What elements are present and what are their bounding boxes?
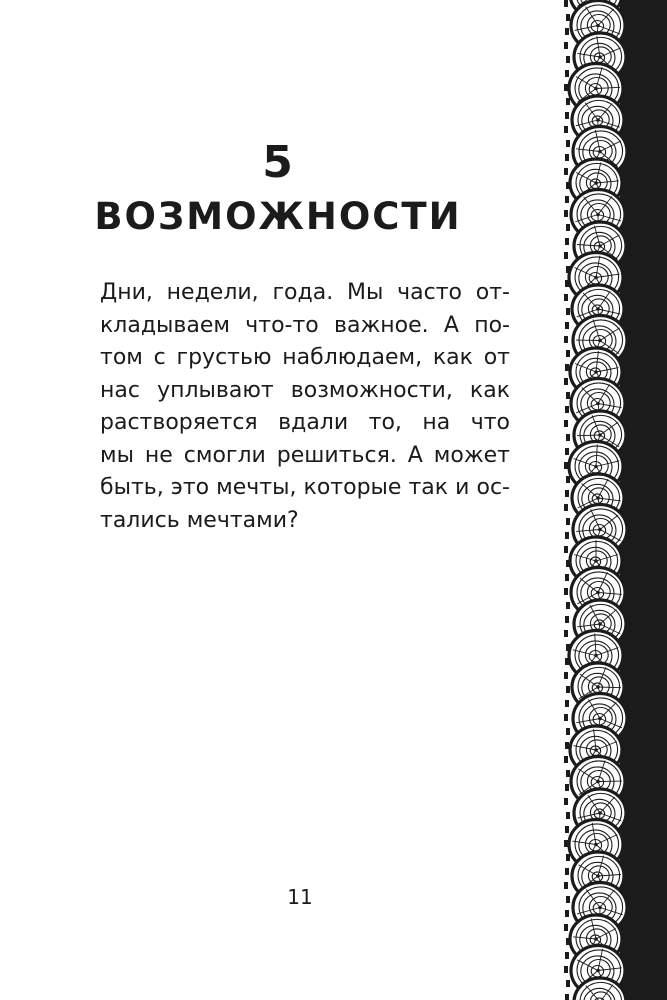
paragraph-line: том с грустью наблюдаем, как от — [100, 345, 510, 370]
paragraph-line: Дни, недели, года. Мы часто от- — [100, 280, 510, 305]
paragraph-line: нас уплывают возможности, как — [100, 377, 510, 403]
border-edge-mark — [565, 910, 569, 917]
border-edge-mark — [564, 0, 568, 7]
border-edge-mark — [564, 504, 568, 511]
border-edge-mark — [564, 84, 568, 91]
border-edge-mark — [565, 490, 569, 497]
border-edge-mark — [565, 280, 569, 287]
border-edge-mark — [565, 700, 569, 707]
border-edge-mark — [564, 966, 568, 973]
border-edge-mark — [565, 742, 569, 749]
border-edge-mark — [566, 644, 570, 651]
border-edge-mark — [565, 406, 569, 413]
border-edge-mark — [566, 434, 570, 441]
border-edge-mark — [566, 392, 570, 399]
border-edge-mark — [566, 560, 570, 567]
border-edge-mark — [565, 322, 569, 329]
border-edge-mark — [564, 336, 568, 343]
log-slices-border — [540, 0, 667, 1000]
border-edge-mark — [565, 994, 569, 1000]
border-edge-mark — [566, 14, 570, 21]
border-edge-mark — [565, 952, 569, 959]
border-edge-mark — [565, 868, 569, 875]
border-edge-mark — [564, 882, 568, 889]
border-edge-mark — [565, 574, 569, 581]
border-edge-mark — [565, 826, 569, 833]
border-edge-mark — [565, 196, 569, 203]
paragraph-line: быть, это мечты, которые так и ос- — [100, 475, 510, 500]
border-edge-mark — [564, 252, 568, 259]
border-edge-mark — [565, 616, 569, 623]
border-edge-mark — [565, 28, 569, 35]
border-edge-mark — [564, 714, 568, 721]
border-edge-mark — [566, 98, 570, 105]
chapter-number: 5 — [262, 137, 294, 188]
border-edge-mark — [566, 476, 570, 483]
border-edge-mark — [566, 140, 570, 147]
border-edge-mark — [564, 546, 568, 553]
border-edge-mark — [564, 588, 568, 595]
border-edge-mark — [564, 462, 568, 469]
border-edge-mark — [564, 378, 568, 385]
border-edge-mark — [566, 980, 570, 987]
border-edge-mark — [564, 294, 568, 301]
border-edge-mark — [566, 728, 570, 735]
border-edge-mark — [565, 154, 569, 161]
border-edge-mark — [564, 756, 568, 763]
chapter-title: ВОЗМОЖНОСТИ — [94, 195, 462, 238]
border-edge-mark — [566, 854, 570, 861]
border-edge-mark — [565, 238, 569, 245]
border-edge-mark — [566, 224, 570, 231]
border-edge-mark — [566, 812, 570, 819]
border-edge-mark — [566, 182, 570, 189]
border-edge-mark — [566, 602, 570, 609]
border-edge-mark — [565, 364, 569, 371]
border-edge-mark — [564, 672, 568, 679]
border-edge-mark — [564, 924, 568, 931]
border-edge-mark — [565, 70, 569, 77]
border-edge-mark — [565, 448, 569, 455]
border-edge-mark — [566, 350, 570, 357]
border-edge-mark — [565, 112, 569, 119]
paragraph-line: кладываем что-то важное. А по- — [100, 312, 510, 338]
border-edge-mark — [566, 518, 570, 525]
border-edge-mark — [566, 896, 570, 903]
border-edge-mark — [566, 308, 570, 315]
body-paragraph — [100, 277, 510, 537]
border-edge-mark — [565, 532, 569, 539]
paragraph-line: растворяется вдали то, на что — [100, 410, 510, 435]
border-edge-mark — [566, 938, 570, 945]
border-edge-mark — [566, 56, 570, 63]
border-edge-mark — [564, 798, 568, 805]
border-edge-mark — [564, 126, 568, 133]
border-edge-mark — [565, 658, 569, 665]
border-edge-mark — [564, 42, 568, 49]
border-edge-mark — [566, 686, 570, 693]
border-edge-mark — [564, 630, 568, 637]
paragraph-line: тались мечтами? — [100, 507, 299, 533]
page-number: 11 — [287, 885, 313, 909]
border-edge-mark — [564, 840, 568, 847]
paragraph-line: мы не смогли решиться. А может — [100, 442, 510, 468]
border-edge-mark — [566, 266, 570, 273]
border-edge-mark — [564, 420, 568, 427]
border-edge-mark — [564, 210, 568, 217]
border-edge-mark — [565, 784, 569, 791]
border-edge-mark — [564, 168, 568, 175]
border-edge-mark — [566, 770, 570, 777]
